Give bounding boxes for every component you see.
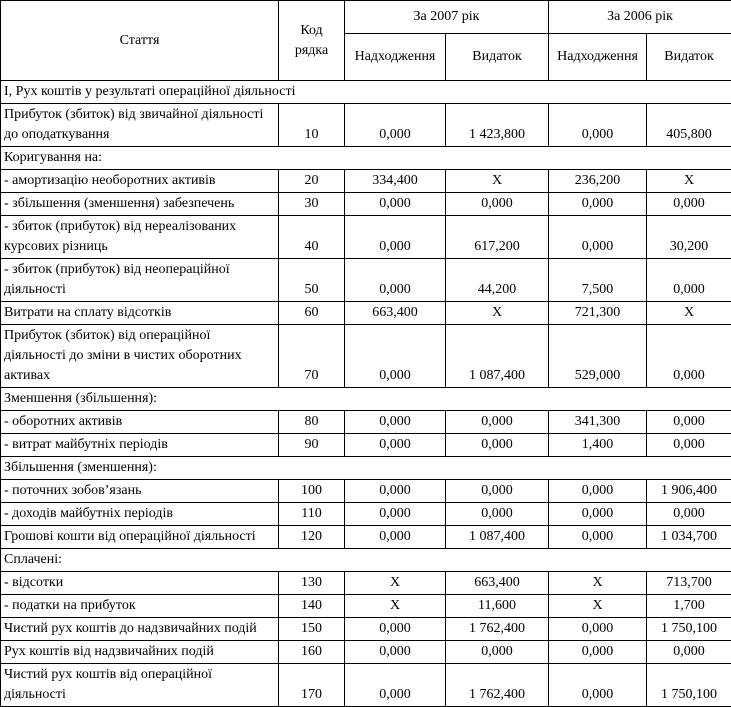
row-code: 10 xyxy=(279,104,345,147)
section-row xyxy=(1,388,731,411)
section-row xyxy=(1,549,731,572)
table-row xyxy=(1,618,731,641)
row-label: Прибуток (збиток) від операційної діяльності до зміни в чистих оборотних активах xyxy=(1,325,279,388)
row-label: - податки на прибуток xyxy=(1,595,279,618)
expense-2007-cell: 0,000 xyxy=(446,641,549,664)
expense-2006-cell: 1 750,100 xyxy=(647,664,731,707)
income-2007-cell: Х xyxy=(345,595,446,618)
income-2006-cell: 0,000 xyxy=(549,480,647,503)
expense-2007-cell: 1 087,400 xyxy=(446,325,549,388)
table-row xyxy=(1,193,731,216)
income-2007-cell: 0,000 xyxy=(345,104,446,147)
row-code: 80 xyxy=(279,411,345,434)
expense-2007-cell: 0,000 xyxy=(446,503,549,526)
income-2006-cell: 0,000 xyxy=(549,618,647,641)
table-row xyxy=(1,434,731,457)
income-2006-cell: 1,400 xyxy=(549,434,647,457)
income-2007-cell: 0,000 xyxy=(345,216,446,259)
row-code: 110 xyxy=(279,503,345,526)
column-header-expense-2007: Видаток xyxy=(446,34,549,81)
expense-2006-cell: 0,000 xyxy=(647,411,731,434)
column-header-article: Стаття xyxy=(1,1,279,81)
row-label: - амортизацію необоротних активів xyxy=(1,170,279,193)
table-row xyxy=(1,595,731,618)
row-code: 120 xyxy=(279,526,345,549)
row-label: Чистий рух коштів від операційної діяльності xyxy=(1,664,279,707)
row-code: 150 xyxy=(279,618,345,641)
expense-2006-cell: 30,200 xyxy=(647,216,731,259)
expense-2006-cell: 1 750,100 xyxy=(647,618,731,641)
row-code: 20 xyxy=(279,170,345,193)
expense-2007-cell: 1 423,800 xyxy=(446,104,549,147)
row-label: - поточних зобов’язань xyxy=(1,480,279,503)
income-2006-cell: 0,000 xyxy=(549,216,647,259)
row-code: 130 xyxy=(279,572,345,595)
expense-2007-cell: 0,000 xyxy=(446,434,549,457)
row-label: - відсотки xyxy=(1,572,279,595)
column-header-income-2007: Надходження xyxy=(345,34,446,81)
table-row xyxy=(1,480,731,503)
income-2007-cell: 0,000 xyxy=(345,259,446,302)
section-label: Коригування на: xyxy=(1,147,731,170)
income-2007-cell: Х xyxy=(345,572,446,595)
row-code: 90 xyxy=(279,434,345,457)
income-2006-cell: 721,300 xyxy=(549,302,647,325)
income-2007-cell: 334,400 xyxy=(345,170,446,193)
table-row xyxy=(1,216,731,259)
row-code: 100 xyxy=(279,480,345,503)
column-header-code: Код рядка xyxy=(279,1,345,81)
expense-2006-cell: 0,000 xyxy=(647,325,731,388)
expense-2006-cell: 0,000 xyxy=(647,193,731,216)
row-code: 60 xyxy=(279,302,345,325)
expense-2006-cell: 0,000 xyxy=(647,259,731,302)
income-2007-cell: 0,000 xyxy=(345,434,446,457)
expense-2007-cell: 1 762,400 xyxy=(446,664,549,707)
expense-2006-cell: 1,700 xyxy=(647,595,731,618)
row-label: Грошові кошти від операційної діяльності xyxy=(1,526,279,549)
expense-2007-cell: Х xyxy=(446,302,549,325)
section-label: Сплачені: xyxy=(1,549,731,572)
row-label: - витрат майбутніх періодів xyxy=(1,434,279,457)
income-2007-cell: 0,000 xyxy=(345,411,446,434)
expense-2007-cell: 1 762,400 xyxy=(446,618,549,641)
expense-2007-cell: 0,000 xyxy=(446,480,549,503)
expense-2007-cell: 663,400 xyxy=(446,572,549,595)
income-2007-cell: 0,000 xyxy=(345,193,446,216)
income-2007-cell: 0,000 xyxy=(345,480,446,503)
row-label: Рух коштів від надзвичайних подій xyxy=(1,641,279,664)
expense-2007-cell: 617,200 xyxy=(446,216,549,259)
section-label: Збільшення (зменшення): xyxy=(1,457,731,480)
income-2006-cell: 0,000 xyxy=(549,104,647,147)
expense-2006-cell: Х xyxy=(647,302,731,325)
expense-2006-cell: 713,700 xyxy=(647,572,731,595)
expense-2007-cell: 0,000 xyxy=(446,411,549,434)
section-row xyxy=(1,457,731,480)
income-2006-cell: 0,000 xyxy=(549,641,647,664)
row-label: - збиток (прибуток) від нереалізованих курсових різниць xyxy=(1,216,279,259)
table-row xyxy=(1,572,731,595)
column-header-year-2007: За 2007 рік xyxy=(345,1,549,34)
expense-2007-cell: Х xyxy=(446,170,549,193)
expense-2006-cell: 0,000 xyxy=(647,503,731,526)
expense-2007-cell: 11,600 xyxy=(446,595,549,618)
expense-2006-cell: Х xyxy=(647,170,731,193)
income-2006-cell: 0,000 xyxy=(549,503,647,526)
income-2006-cell: 0,000 xyxy=(549,526,647,549)
table-row xyxy=(1,302,731,325)
column-header-expense-2006: Видаток xyxy=(647,34,731,81)
row-label: - збільшення (зменшення) забезпечень xyxy=(1,193,279,216)
income-2007-cell: 0,000 xyxy=(345,641,446,664)
income-2006-cell: 7,500 xyxy=(549,259,647,302)
row-label: - оборотних активів xyxy=(1,411,279,434)
income-2006-cell: 0,000 xyxy=(549,664,647,707)
table-row xyxy=(1,170,731,193)
row-label: Чистий рух коштів до надзвичайних подій xyxy=(1,618,279,641)
income-2006-cell: 529,000 xyxy=(549,325,647,388)
income-2006-cell: 341,300 xyxy=(549,411,647,434)
income-2006-cell: Х xyxy=(549,572,647,595)
expense-2006-cell: 0,000 xyxy=(647,641,731,664)
row-code: 70 xyxy=(279,325,345,388)
income-2006-cell: 0,000 xyxy=(549,193,647,216)
row-code: 30 xyxy=(279,193,345,216)
income-2007-cell: 663,400 xyxy=(345,302,446,325)
table-row xyxy=(1,641,731,664)
income-2006-cell: Х xyxy=(549,595,647,618)
income-2006-cell: 236,200 xyxy=(549,170,647,193)
table-row xyxy=(1,259,731,302)
income-2007-cell: 0,000 xyxy=(345,664,446,707)
row-code: 170 xyxy=(279,664,345,707)
expense-2007-cell: 1 087,400 xyxy=(446,526,549,549)
income-2007-cell: 0,000 xyxy=(345,325,446,388)
row-code: 160 xyxy=(279,641,345,664)
row-label: - збиток (прибуток) від неопераційної діяльності xyxy=(1,259,279,302)
table-row xyxy=(1,526,731,549)
row-code: 140 xyxy=(279,595,345,618)
expense-2006-cell: 405,800 xyxy=(647,104,731,147)
expense-2006-cell: 1 034,700 xyxy=(647,526,731,549)
column-header-year-2006: За 2006 рік xyxy=(549,1,731,34)
row-code: 50 xyxy=(279,259,345,302)
expense-2007-cell: 0,000 xyxy=(446,193,549,216)
column-header-income-2006: Надходження xyxy=(549,34,647,81)
section-label: I, Рух коштів у результаті операційної діяльності xyxy=(1,81,731,104)
expense-2006-cell: 0,000 xyxy=(647,434,731,457)
row-code: 40 xyxy=(279,216,345,259)
table-row xyxy=(1,664,731,707)
table-row xyxy=(1,411,731,434)
income-2007-cell: 0,000 xyxy=(345,503,446,526)
income-2007-cell: 0,000 xyxy=(345,526,446,549)
section-row xyxy=(1,147,731,170)
table-header xyxy=(1,1,731,81)
expense-2006-cell: 1 906,400 xyxy=(647,480,731,503)
row-label: Витрати на сплату відсотків xyxy=(1,302,279,325)
row-label: - доходів майбутніх періодів xyxy=(1,503,279,526)
row-label: Прибуток (збиток) від звичайної діяльності до оподаткування xyxy=(1,104,279,147)
section-label: Зменшення (збільшення): xyxy=(1,388,731,411)
table-row xyxy=(1,104,731,147)
expense-2007-cell: 44,200 xyxy=(446,259,549,302)
income-2007-cell: 0,000 xyxy=(345,618,446,641)
table-row xyxy=(1,503,731,526)
table-row xyxy=(1,325,731,388)
section-row xyxy=(1,81,731,104)
table-body xyxy=(1,81,731,707)
